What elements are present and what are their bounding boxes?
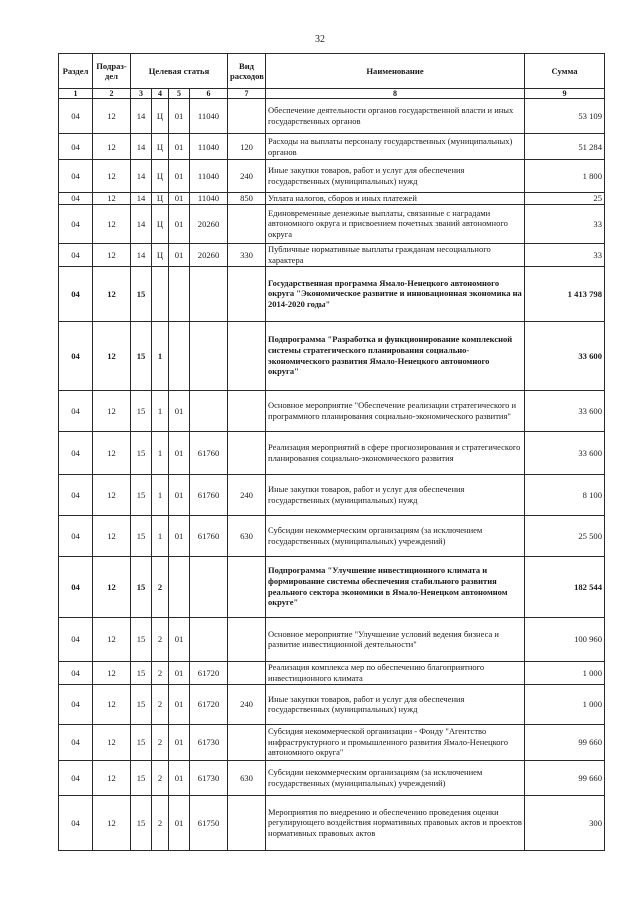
razdel-cell: 04 [59, 617, 93, 661]
podrazdel-cell: 12 [93, 684, 131, 724]
podrazdel-cell: 12 [93, 724, 131, 760]
name-cell: Иные закупки товаров, работ и услуг для обеспечения государственных (муниципальных) нужд [266, 474, 525, 515]
expense-type-cell [228, 431, 266, 474]
expense-type-cell [228, 99, 266, 134]
direction-code-cell: 11040 [190, 99, 228, 134]
sum-cell: 33 [525, 204, 605, 243]
direction-code-cell: 61720 [190, 684, 228, 724]
program-code-cell: 14 [131, 243, 152, 266]
event-code-cell: 01 [169, 661, 190, 684]
event-code-cell: 01 [169, 684, 190, 724]
expense-type-cell [228, 795, 266, 850]
program-code-cell: 15 [131, 321, 152, 390]
table-row [59, 556, 605, 617]
direction-code-cell: 61750 [190, 795, 228, 850]
col-number: 3 [131, 89, 152, 99]
program-code-cell: 15 [131, 760, 152, 795]
table-row [59, 99, 605, 134]
event-code-cell: 01 [169, 795, 190, 850]
name-cell: Единовременные денежные выплаты, связанные с наградами автономного округа и присвоением почетных званий автономного округа [266, 204, 525, 243]
subprogram-code-cell: Ц [152, 243, 169, 266]
name-cell: Подпрограмма "Разработка и функционирование комплексной системы стратегического планирования социально-экономического развития Ямало-Ненецкого автономного округа" [266, 321, 525, 390]
header-podrazdel: Подраз-дел [93, 54, 131, 89]
name-cell: Субсидии некоммерческим организациям (за исключением государственных (муниципальных) учреждений) [266, 760, 525, 795]
direction-code-cell [190, 617, 228, 661]
event-code-cell: 01 [169, 204, 190, 243]
event-code-cell [169, 266, 190, 321]
col-number: 8 [266, 89, 525, 99]
direction-code-cell: 11040 [190, 193, 228, 205]
col-number: 1 [59, 89, 93, 99]
expense-type-cell: 850 [228, 193, 266, 205]
name-cell: Реализация мероприятий в сфере прогнозирования и стратегического планирования социально-экономического развития [266, 431, 525, 474]
name-cell: Реализация комплекса мер по обеспечению благоприятного инвестиционного климата [266, 661, 525, 684]
subprogram-code-cell: 1 [152, 474, 169, 515]
razdel-cell: 04 [59, 204, 93, 243]
razdel-cell: 04 [59, 390, 93, 431]
expense-type-cell [228, 204, 266, 243]
razdel-cell: 04 [59, 515, 93, 556]
expense-type-cell [228, 724, 266, 760]
razdel-cell: 04 [59, 684, 93, 724]
event-code-cell: 01 [169, 617, 190, 661]
event-code-cell: 01 [169, 193, 190, 205]
event-code-cell [169, 321, 190, 390]
expense-type-cell [228, 390, 266, 431]
table-row [59, 474, 605, 515]
direction-code-cell: 61730 [190, 724, 228, 760]
col-number: 4 [152, 89, 169, 99]
direction-code-cell [190, 321, 228, 390]
program-code-cell: 15 [131, 556, 152, 617]
expense-type-cell: 630 [228, 515, 266, 556]
program-code-cell: 15 [131, 390, 152, 431]
expense-type-cell: 240 [228, 160, 266, 193]
expense-type-cell [228, 617, 266, 661]
program-code-cell: 15 [131, 661, 152, 684]
sum-cell: 25 500 [525, 515, 605, 556]
direction-code-cell: 61760 [190, 431, 228, 474]
subprogram-code-cell: 1 [152, 515, 169, 556]
razdel-cell: 04 [59, 243, 93, 266]
razdel-cell: 04 [59, 556, 93, 617]
name-cell: Субсидии некоммерческим организациям (за исключением государственных (муниципальных) учреждений) [266, 515, 525, 556]
direction-code-cell: 11040 [190, 160, 228, 193]
name-cell: Подпрограмма "Улучшение инвестиционного климата и формирование системы обеспечения стабильного развития реального сектора экономики в Ямало-Ненецком автономном округе" [266, 556, 525, 617]
event-code-cell: 01 [169, 243, 190, 266]
name-cell: Иные закупки товаров, работ и услуг для обеспечения государственных (муниципальных) нужд [266, 684, 525, 724]
podrazdel-cell: 12 [93, 556, 131, 617]
razdel-cell: 04 [59, 321, 93, 390]
event-code-cell [169, 556, 190, 617]
name-cell: Мероприятия по внедрению и обеспечению проведения оценки регулирующего воздействия нормативных правовых актов и проектов нормативных правовых актов [266, 795, 525, 850]
event-code-cell: 01 [169, 760, 190, 795]
table-row [59, 390, 605, 431]
podrazdel-cell: 12 [93, 266, 131, 321]
subprogram-code-cell: Ц [152, 193, 169, 205]
table-row [59, 661, 605, 684]
expense-type-cell: 240 [228, 474, 266, 515]
podrazdel-cell: 12 [93, 99, 131, 134]
name-cell: Основное мероприятие "Обеспечение реализации стратегического и программного планирования социально-экономического развития" [266, 390, 525, 431]
podrazdel-cell: 12 [93, 474, 131, 515]
direction-code-cell: 11040 [190, 134, 228, 160]
header-vid-rashodov: Вид расходов [228, 54, 266, 89]
col-number: 6 [190, 89, 228, 99]
name-cell: Иные закупки товаров, работ и услуг для обеспечения государственных (муниципальных) нужд [266, 160, 525, 193]
program-code-cell: 15 [131, 266, 152, 321]
direction-code-cell: 61720 [190, 661, 228, 684]
sum-cell: 33 [525, 243, 605, 266]
sum-cell: 99 660 [525, 724, 605, 760]
header-row [59, 54, 605, 89]
sum-cell: 51 284 [525, 134, 605, 160]
razdel-cell: 04 [59, 474, 93, 515]
podrazdel-cell: 12 [93, 661, 131, 684]
table-row [59, 724, 605, 760]
table-row [59, 134, 605, 160]
subprogram-code-cell: Ц [152, 99, 169, 134]
col-number: 2 [93, 89, 131, 99]
razdel-cell: 04 [59, 795, 93, 850]
sum-cell: 8 100 [525, 474, 605, 515]
razdel-cell: 04 [59, 160, 93, 193]
subprogram-code-cell: Ц [152, 204, 169, 243]
event-code-cell: 01 [169, 99, 190, 134]
sum-cell: 1 000 [525, 661, 605, 684]
program-code-cell: 14 [131, 134, 152, 160]
podrazdel-cell: 12 [93, 515, 131, 556]
podrazdel-cell: 12 [93, 431, 131, 474]
program-code-cell: 15 [131, 431, 152, 474]
expense-type-cell [228, 556, 266, 617]
subprogram-code-cell: 1 [152, 321, 169, 390]
sum-cell: 100 960 [525, 617, 605, 661]
subprogram-code-cell: Ц [152, 134, 169, 160]
razdel-cell: 04 [59, 266, 93, 321]
razdel-cell: 04 [59, 661, 93, 684]
subprogram-code-cell [152, 266, 169, 321]
podrazdel-cell: 12 [93, 390, 131, 431]
subprogram-code-cell: Ц [152, 160, 169, 193]
subprogram-code-cell: 2 [152, 724, 169, 760]
table-row [59, 266, 605, 321]
subprogram-code-cell: 2 [152, 795, 169, 850]
sum-cell: 1 000 [525, 684, 605, 724]
sum-cell: 1 800 [525, 160, 605, 193]
razdel-cell: 04 [59, 724, 93, 760]
table-row [59, 243, 605, 266]
table-row [59, 760, 605, 795]
podrazdel-cell: 12 [93, 321, 131, 390]
expense-type-cell: 330 [228, 243, 266, 266]
table-row [59, 515, 605, 556]
direction-code-cell [190, 390, 228, 431]
razdel-cell: 04 [59, 99, 93, 134]
header-celevaya-statya: Целевая статья [131, 54, 228, 89]
table-row [59, 193, 605, 205]
program-code-cell: 15 [131, 724, 152, 760]
sum-cell: 182 544 [525, 556, 605, 617]
expense-type-cell: 240 [228, 684, 266, 724]
header-razdel: Раздел [59, 54, 93, 89]
podrazdel-cell: 12 [93, 134, 131, 160]
name-cell: Основное мероприятие "Улучшение условий ведения бизнеса и развитие инвестиционной деятельности" [266, 617, 525, 661]
subprogram-code-cell: 2 [152, 661, 169, 684]
page-number: 32 [315, 34, 325, 45]
event-code-cell: 01 [169, 134, 190, 160]
col-number: 5 [169, 89, 190, 99]
name-cell: Уплата налогов, сборов и иных платежей [266, 193, 525, 205]
sum-cell: 33 600 [525, 431, 605, 474]
event-code-cell: 01 [169, 431, 190, 474]
expense-type-cell [228, 266, 266, 321]
col-number: 7 [228, 89, 266, 99]
table-row [59, 321, 605, 390]
program-code-cell: 15 [131, 515, 152, 556]
table-row [59, 431, 605, 474]
program-code-cell: 14 [131, 160, 152, 193]
sum-cell: 25 [525, 193, 605, 205]
subprogram-code-cell: 1 [152, 431, 169, 474]
header-naimenovanie: Наименование [266, 54, 525, 89]
razdel-cell: 04 [59, 760, 93, 795]
program-code-cell: 14 [131, 204, 152, 243]
podrazdel-cell: 12 [93, 160, 131, 193]
sum-cell: 53 109 [525, 99, 605, 134]
expense-type-cell: 120 [228, 134, 266, 160]
event-code-cell: 01 [169, 724, 190, 760]
podrazdel-cell: 12 [93, 795, 131, 850]
table-row [59, 795, 605, 850]
razdel-cell: 04 [59, 431, 93, 474]
direction-code-cell: 61760 [190, 515, 228, 556]
sum-cell: 1 413 798 [525, 266, 605, 321]
expense-type-cell [228, 321, 266, 390]
event-code-cell: 01 [169, 390, 190, 431]
podrazdel-cell: 12 [93, 243, 131, 266]
sum-cell: 33 600 [525, 390, 605, 431]
name-cell: Публичные нормативные выплаты гражданам несоциального характера [266, 243, 525, 266]
direction-code-cell [190, 266, 228, 321]
sum-cell: 300 [525, 795, 605, 850]
name-cell: Субсидия некоммерческой организации - Фонду "Агентство инфраструктурного и промышленного развития Ямало-Ненецкого автономного округа" [266, 724, 525, 760]
event-code-cell: 01 [169, 160, 190, 193]
sum-cell: 33 600 [525, 321, 605, 390]
direction-code-cell: 20260 [190, 243, 228, 266]
expense-type-cell: 630 [228, 760, 266, 795]
subprogram-code-cell: 2 [152, 760, 169, 795]
podrazdel-cell: 12 [93, 760, 131, 795]
direction-code-cell: 61760 [190, 474, 228, 515]
col-number: 9 [525, 89, 605, 99]
direction-code-cell: 61730 [190, 760, 228, 795]
direction-code-cell: 20260 [190, 204, 228, 243]
header-summa: Сумма [525, 54, 605, 89]
subprogram-code-cell: 1 [152, 390, 169, 431]
subprogram-code-cell: 2 [152, 556, 169, 617]
name-cell: Расходы на выплаты персоналу государственных (муниципальных) органов [266, 134, 525, 160]
program-code-cell: 14 [131, 193, 152, 205]
event-code-cell: 01 [169, 474, 190, 515]
budget-table [58, 53, 605, 851]
podrazdel-cell: 12 [93, 204, 131, 243]
name-cell: Обеспечение деятельности органов государственной власти и иных государственных органов [266, 99, 525, 134]
sum-cell: 99 660 [525, 760, 605, 795]
podrazdel-cell: 12 [93, 617, 131, 661]
direction-code-cell [190, 556, 228, 617]
razdel-cell: 04 [59, 134, 93, 160]
program-code-cell: 15 [131, 617, 152, 661]
name-cell: Государственная программа Ямало-Ненецкого автономного округа "Экономическое развитие и инновационная экономика на 2014-2020 годы" [266, 266, 525, 321]
expense-type-cell [228, 661, 266, 684]
table-row [59, 204, 605, 243]
razdel-cell: 04 [59, 193, 93, 205]
program-code-cell: 15 [131, 684, 152, 724]
table-row [59, 160, 605, 193]
table-row [59, 684, 605, 724]
table-row [59, 617, 605, 661]
event-code-cell: 01 [169, 515, 190, 556]
subprogram-code-cell: 2 [152, 617, 169, 661]
subprogram-code-cell: 2 [152, 684, 169, 724]
program-code-cell: 14 [131, 99, 152, 134]
column-number-row [59, 89, 605, 99]
program-code-cell: 15 [131, 795, 152, 850]
podrazdel-cell: 12 [93, 193, 131, 205]
program-code-cell: 15 [131, 474, 152, 515]
